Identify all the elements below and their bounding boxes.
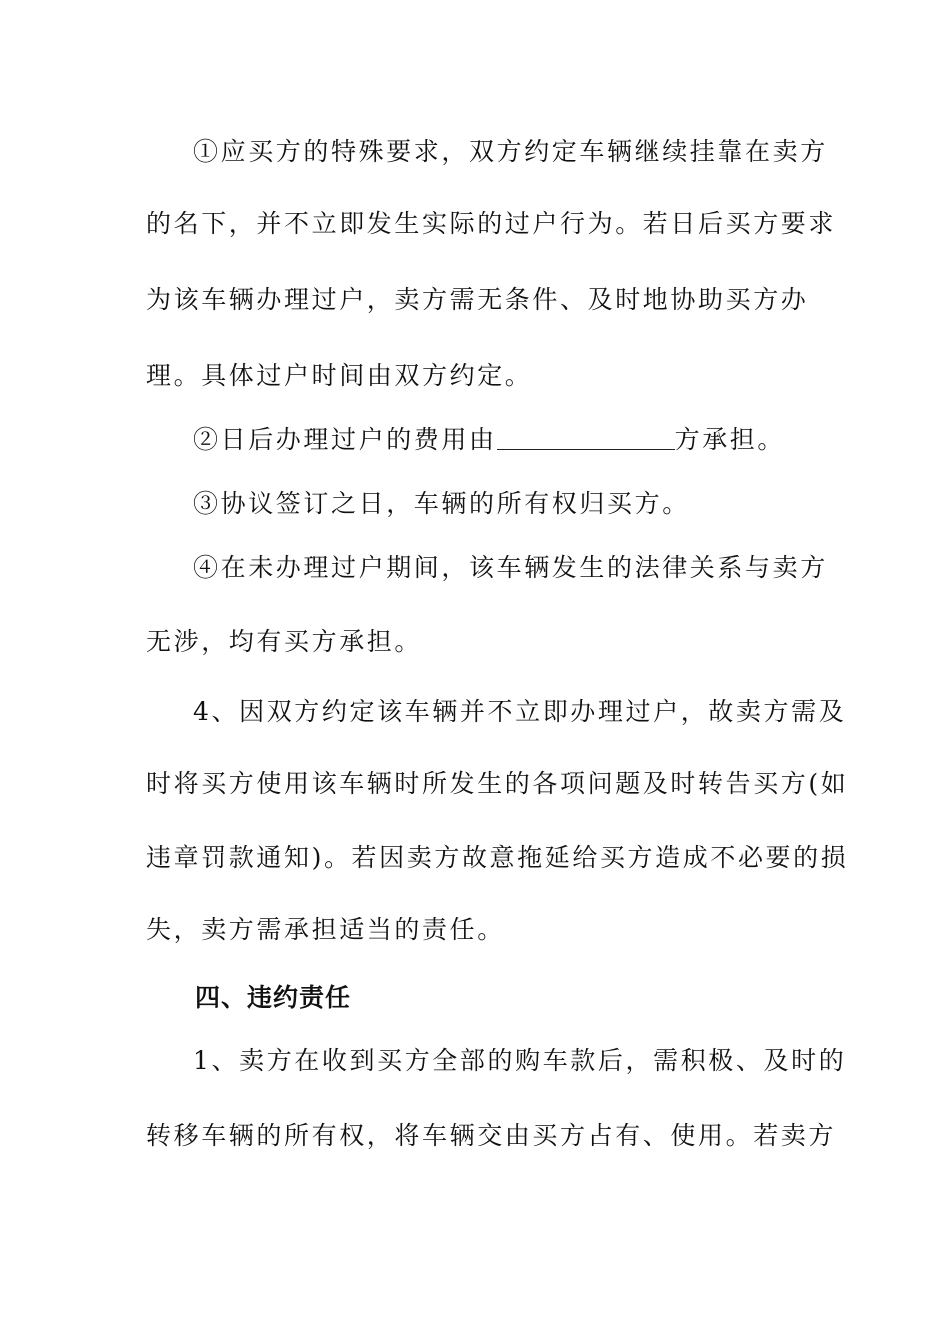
paragraph-line: ④在未办理过户期间，该车辆发生的法律关系与卖方 (193, 553, 828, 582)
paragraph-line (193, 424, 785, 456)
paragraph-line: ③协议签订之日，车辆的所有权归买方。 (193, 489, 690, 518)
section-heading: 四、违约责任 (195, 983, 352, 1012)
paragraph-line: 4、因双方约定该车辆并不立即办理过户，故卖方需及 (193, 697, 847, 726)
paragraph-line: 转移车辆的所有权，将车辆交由买方占有、使用。若卖方 (146, 1121, 837, 1150)
paragraph-line: 为该车辆办理过户，卖方需无条件、及时地协助买方办 (146, 285, 809, 314)
paragraph-line: 的名下，并不立即发生实际的过户行为。若日后买方要求 (146, 209, 837, 238)
paragraph-line: 失，卖方需承担适当的责任。 (146, 915, 505, 944)
line-text: ②日后办理过户的费用由 (193, 425, 497, 454)
paragraph-line: 无涉，均有买方承担。 (146, 627, 423, 656)
paragraph-line: 理。具体过户时间由双方约定。 (146, 361, 533, 390)
paragraph-line: 1、卖方在收到买方全部的购车款后，需积极、及时的 (193, 1046, 847, 1075)
fill-in-blank[interactable] (497, 425, 675, 450)
paragraph-line: ①应买方的特殊要求，双方约定车辆继续挂靠在卖方 (193, 137, 828, 166)
paragraph-line: 时将买方使用该车辆时所发生的各项问题及时转告买方(如 (146, 769, 849, 798)
line-text: 方承担。 (674, 425, 786, 454)
paragraph-line: 违章罚款通知)。若因卖方故意拖延给买方造成不必要的损 (146, 843, 849, 872)
